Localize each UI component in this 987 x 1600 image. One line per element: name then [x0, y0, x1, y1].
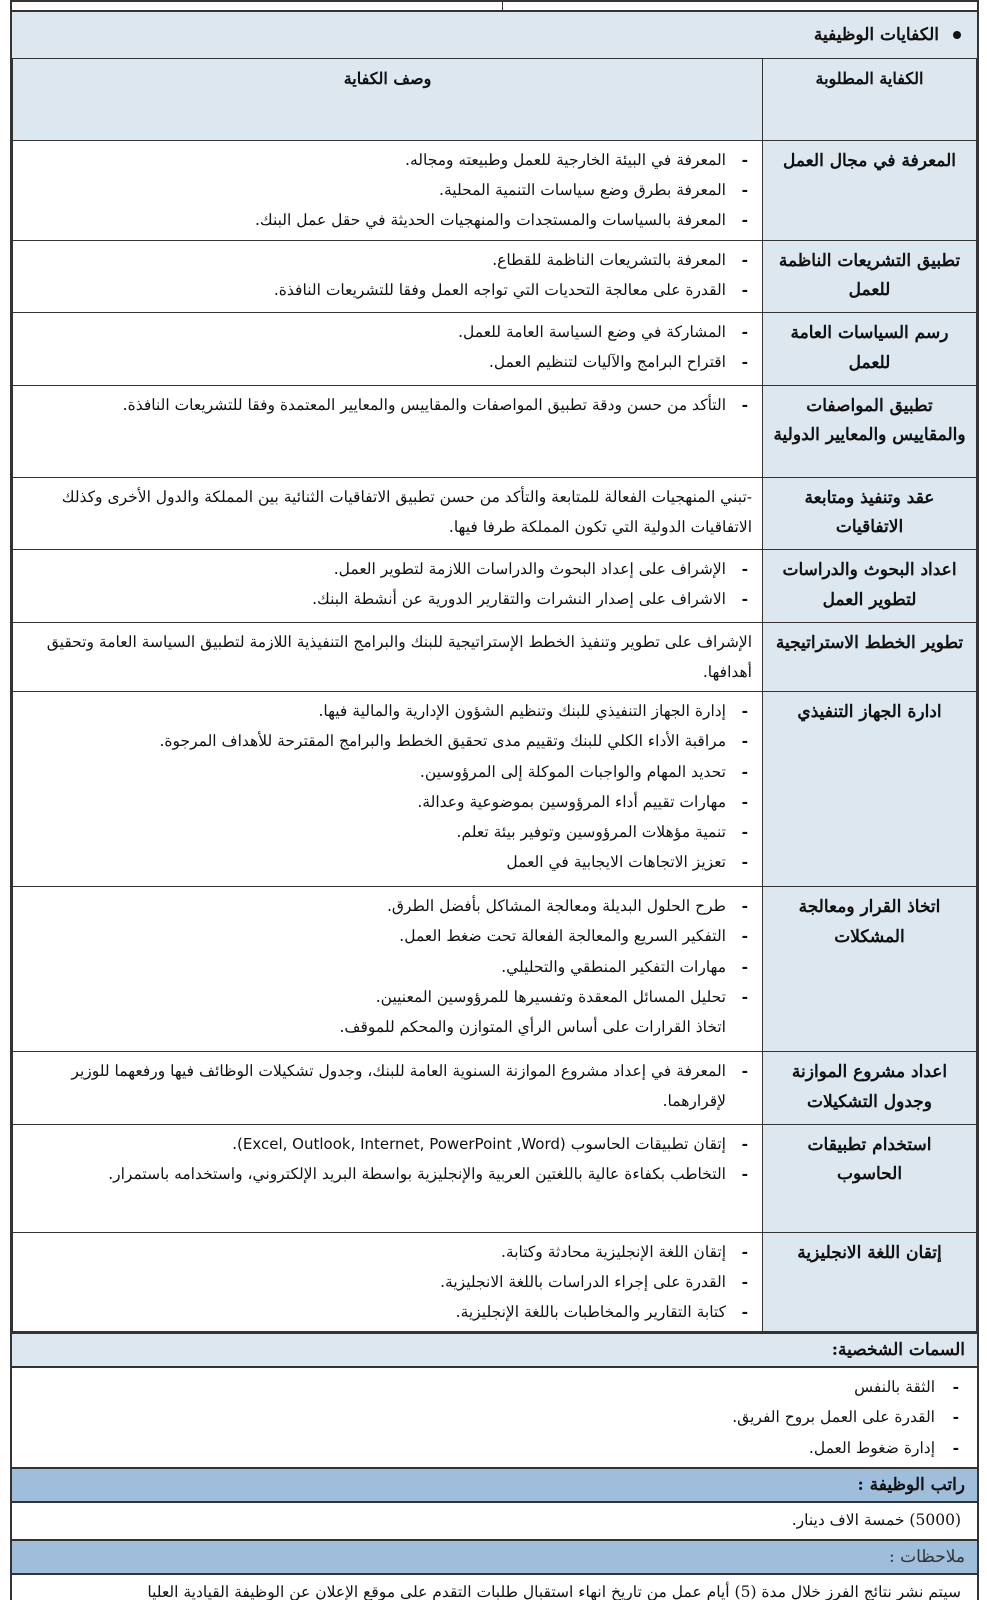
competency-name: إتقان اللغة الانجليزية — [763, 1232, 977, 1332]
column-divider — [502, 2, 503, 10]
competency-description — [13, 240, 763, 313]
competencies-table — [12, 58, 977, 1332]
competency-description — [13, 550, 763, 623]
list-item: - اقتراح البرامج والآليات لتنظيم العمل. — [25, 347, 752, 377]
table-row — [13, 141, 977, 241]
competency-description — [13, 313, 763, 386]
table-row — [13, 477, 977, 550]
salary-heading: راتب الوظيفة : — [12, 1467, 977, 1501]
competency-name: اعداد البحوث والدراسات لتطوير العمل — [763, 550, 977, 623]
table-row — [13, 385, 977, 477]
competency-description — [13, 141, 763, 241]
table-row — [13, 887, 977, 1052]
competency-name: اعداد مشروع الموازنة وجدول التشكيلات — [763, 1052, 977, 1125]
list-item: - تحليل المسائل المعقدة وتفسيرها للمرؤوسين المعنيين. — [25, 982, 752, 1012]
list-item: - القدرة على إجراء الدراسات باللغة الانجليزية. — [25, 1267, 752, 1297]
competency-name: ادارة الجهاز التنفيذي — [763, 692, 977, 887]
header-competency: الكفاية المطلوبة — [763, 59, 977, 141]
list-item: - إدارة ضغوط العمل. — [28, 1433, 961, 1463]
competency-name: تطبيق المواصفات والمقاييس والمعايير الدولية — [763, 385, 977, 477]
competency-name: تطوير الخطط الاستراتيجية — [763, 622, 977, 691]
list-item: - إتقان اللغة الإنجليزية محادثة وكتابة. — [25, 1237, 752, 1267]
list-item: - كتابة التقارير والمخاطبات باللغة الإنجليزية. — [25, 1297, 752, 1327]
personal-traits-list — [12, 1366, 977, 1467]
competency-description — [13, 887, 763, 1052]
list-item — [25, 1129, 752, 1159]
list-item: - إدارة الجهاز التنفيذي للبنك وتنظيم الشؤون الإدارية والمالية فيها. — [25, 696, 752, 726]
competency-description — [13, 385, 763, 477]
competency-description — [13, 1052, 763, 1125]
personal-traits-heading: السمات الشخصية: — [12, 1332, 977, 1366]
list-item: - مهارات تقييم أداء المرؤوسين بموضوعية وعدالة. — [25, 787, 752, 817]
list-item: - التفكير السريع والمعالجة الفعالة تحت ضغط العمل. — [25, 921, 752, 951]
list-item: - المعرفة في إعداد مشروع الموازنة السنوية العامة للبنك، وجدول تشكيلات الوظائف فيها ورفعهما للوزير لإقرارهما. — [25, 1056, 752, 1116]
list-item: - القدرة على معالجة التحديات التي تواجه العمل وفقا للتشريعات النافذة. — [25, 275, 752, 305]
list-item: - المعرفة بطرق وضع سياسات التنمية المحلية. — [25, 175, 752, 205]
software-list: (Excel, Outlook, Internet, PowerPoint ,Word) — [237, 1134, 566, 1153]
list-item: - الثقة بالنفس — [28, 1372, 961, 1402]
list-item: - طرح الحلول البديلة ومعالجة المشاكل بأفضل الطرق. — [25, 891, 752, 921]
list-item: - المعرفة في البيئة الخارجية للعمل وطبيعته ومجاله. — [25, 145, 752, 175]
table-row — [13, 1124, 977, 1232]
competency-name: المعرفة في مجال العمل — [763, 141, 977, 241]
top-border-strip — [10, 0, 979, 10]
competency-description — [13, 1232, 763, 1332]
competency-description — [13, 1124, 763, 1232]
list-item: - المعرفة بالسياسات والمستجدات والمنهجيات الحديثة في حقل عمل البنك. — [25, 205, 752, 235]
competency-description: -تبني المنهجيات الفعالة للمتابعة والتأكد من حسن تطبيق الاتفاقيات الثنائية بين المملكة والدول الأخرى وكذلك الاتفاقيات الدولية التي تكون المملكة طرفا فيها. — [13, 477, 763, 550]
table-row — [13, 550, 977, 623]
list-item: - الاشراف على إصدار النشرات والتقارير الدورية عن أنشطة البنك. — [25, 584, 752, 614]
competency-name: اتخاذ القرار ومعالجة المشكلات — [763, 887, 977, 1052]
header-description: وصف الكفاية — [13, 59, 763, 141]
bullet-icon — [953, 31, 961, 39]
list-item: - تعزيز الاتجاهات الايجابية في العمل — [25, 847, 752, 877]
notes-text: سيتم نشر نتائج الفرز خلال مدة (5) أيام عمل من تاريخ انهاء استقبال طلبات التقدم على موقع الإعلان عن الوظيفة القيادية العليا — [12, 1573, 977, 1600]
table-row — [13, 1232, 977, 1332]
notes-heading: ملاحظات : — [12, 1539, 977, 1573]
list-item: - التأكد من حسن ودقة تطبيق المواصفات والمقاييس والمعايير المعتمدة وفقا للتشريعات النافذة. — [25, 390, 752, 420]
list-item: - القدرة على العمل بروح الفريق. — [28, 1402, 961, 1432]
table-header-row — [13, 59, 977, 141]
list-item-end: . — [232, 1134, 238, 1153]
table-row — [13, 313, 977, 386]
list-item: - مراقبة الأداء الكلي للبنك وتقييم مدى تحقيق الخطط والبرامج المقترحة للأهداف المرجوة. — [25, 726, 752, 756]
table-row — [13, 1052, 977, 1125]
table-row — [13, 622, 977, 691]
salary-value: (5000) خمسة الاف دينار. — [12, 1501, 977, 1539]
list-item: - المعرفة بالتشريعات الناظمة للقطاع. — [25, 245, 752, 275]
list-item: - التخاطب بكفاءة عالية باللغتين العربية والإنجليزية بواسطة البريد الإلكتروني، واستخدامه باستمرار. — [25, 1159, 752, 1189]
competency-name: عقد وتنفيذ ومتابعة الاتفاقيات — [763, 477, 977, 550]
list-item: - مهارات التفكير المنطقي والتحليلي. — [25, 952, 752, 982]
table-row — [13, 240, 977, 313]
competency-name: استخدام تطبيقات الحاسوب — [763, 1124, 977, 1232]
list-item: - الإشراف على إعداد البحوث والدراسات اللازمة لتطوير العمل. — [25, 554, 752, 584]
list-item: - تنمية مؤهلات المرؤوسين وتوفير بيئة تعلم. — [25, 817, 752, 847]
competency-name: تطبيق التشريعات الناظمة للعمل — [763, 240, 977, 313]
competency-description — [13, 692, 763, 887]
table-row — [13, 692, 977, 887]
section-title: الكفايات الوظيفية — [813, 25, 939, 45]
list-item: - تحديد المهام والواجبات الموكلة إلى المرؤوسين. — [25, 757, 752, 787]
list-item: - المشاركة في وضع السياسة العامة للعمل. — [25, 317, 752, 347]
list-item-text: إتقان تطبيقات الحاسوب — [570, 1134, 726, 1153]
document-frame — [10, 10, 979, 1600]
competency-name: رسم السياسات العامة للعمل — [763, 313, 977, 386]
section-title-row — [12, 10, 977, 58]
competency-description: الإشراف على تطوير وتنفيذ الخطط الإستراتيجية للبنك والبرامج التنفيذية اللازمة لتطبيق السياسة العامة وتحقيق أهدافها. — [13, 622, 763, 691]
list-item: اتخاذ القرارات على أساس الرأي المتوازن والمحكم للموقف. — [339, 1017, 726, 1036]
